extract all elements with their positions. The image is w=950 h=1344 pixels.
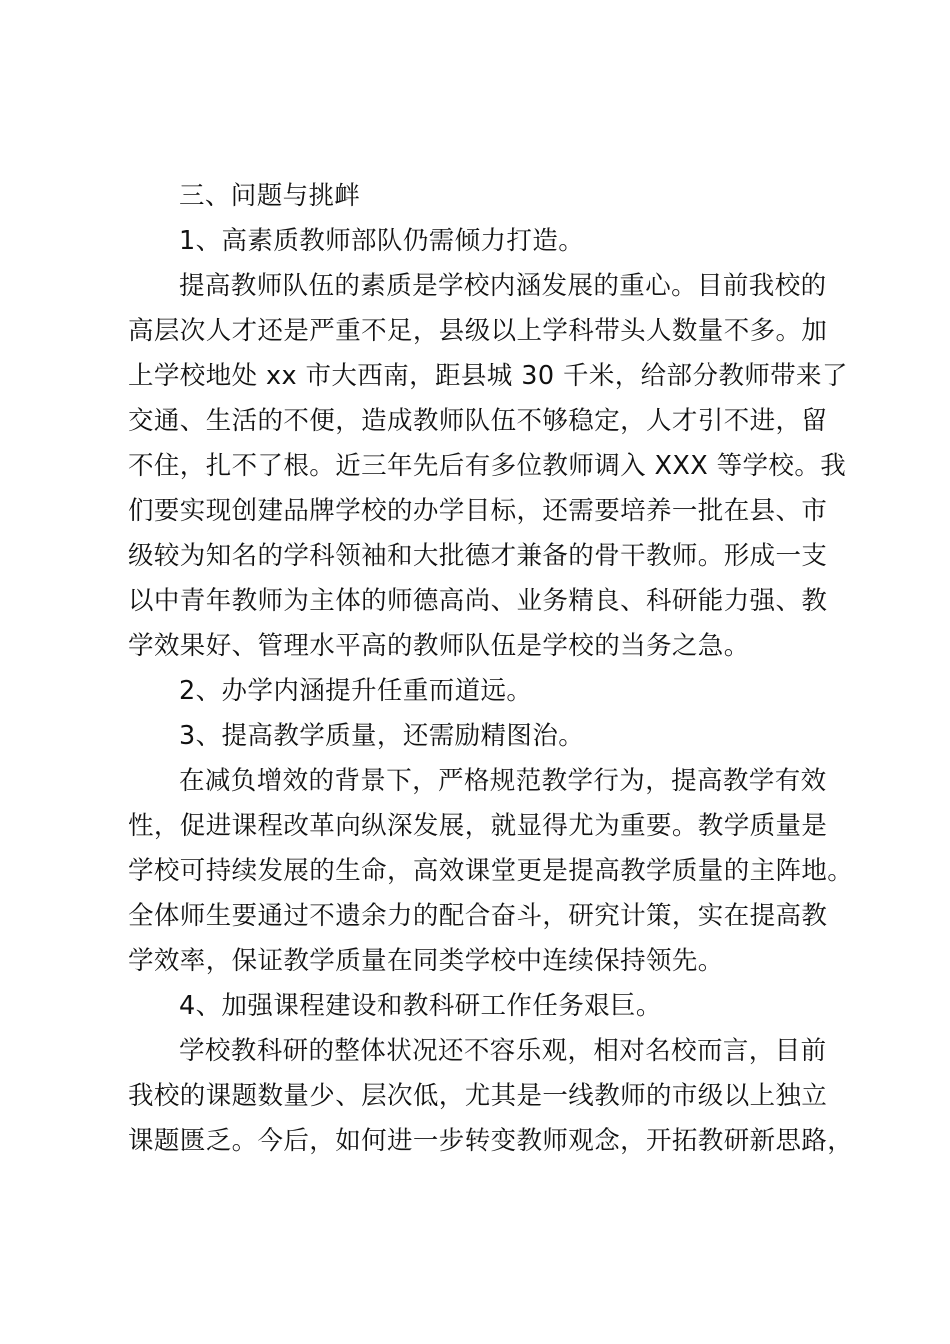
paragraph-line: 提高教师队伍的素质是学校内涵发展的重心。目前我校的	[179, 271, 827, 301]
paragraph-line: 学效果好、管理水平高的教师队伍是学校的当务之急。	[128, 631, 750, 661]
paragraph-line: 学校可持续发展的生命，高效课堂更是提高教学质量的主阵地。	[128, 856, 854, 886]
paragraph-line: 我校的课题数量少、层次低，尤其是一线教师的市级以上独立	[128, 1081, 828, 1111]
document-body	[128, 174, 858, 1164]
item-1-paragraph	[128, 264, 858, 669]
paragraph-line: 上学校地处 xx 市大西南，距县城 30 千米，给部分教师带来了	[128, 361, 848, 391]
paragraph-line: 课题匮乏。今后，如何进一步转变教师观念，开拓教研新思路，	[128, 1126, 854, 1156]
paragraph-line: 学效率，保证教学质量在同类学校中连续保持领先。	[128, 946, 724, 976]
paragraph-line: 性，促进课程改革向纵深发展，就显得尤为重要。教学质量是	[128, 811, 828, 841]
item-3-heading: 3、提高教学质量，还需励精图治。	[179, 721, 585, 751]
paragraph-line: 高层次人才还是严重不足，县级以上学科带头人数量不多。加	[128, 316, 828, 346]
item-2-heading: 2、办学内涵提升任重而道远。	[179, 676, 533, 706]
item-4-paragraph	[128, 1029, 858, 1164]
paragraph-line: 学校教科研的整体状况还不容乐观，相对名校而言，目前	[179, 1036, 827, 1066]
item-1-heading: 1、高素质教师部队仍需倾力打造。	[179, 226, 585, 256]
paragraph-line: 级较为知名的学科领袖和大批德才兼备的骨干教师。形成一支	[128, 541, 828, 571]
paragraph-line: 以中青年教师为主体的师德高尚、业务精良、科研能力强、教	[128, 586, 828, 616]
section-heading: 三、问题与挑衅	[179, 181, 361, 211]
paragraph-line: 们要实现创建品牌学校的办学目标，还需要培养一批在县、市	[128, 496, 828, 526]
item-3-paragraph	[128, 759, 858, 984]
item-4-heading: 4、加强课程建设和教科研工作任务艰巨。	[179, 991, 662, 1021]
paragraph-line: 在减负增效的背景下，严格规范教学行为，提高教学有效	[179, 766, 827, 796]
paragraph-line: 交通、生活的不便，造成教师队伍不够稳定，人才引不进，留	[128, 406, 828, 436]
paragraph-line: 不住，扎不了根。近三年先后有多位教师调入 XXX 等学校。我	[128, 451, 847, 481]
paragraph-line: 全体师生要通过不遗余力的配合奋斗，研究计策，实在提高教	[128, 901, 828, 931]
